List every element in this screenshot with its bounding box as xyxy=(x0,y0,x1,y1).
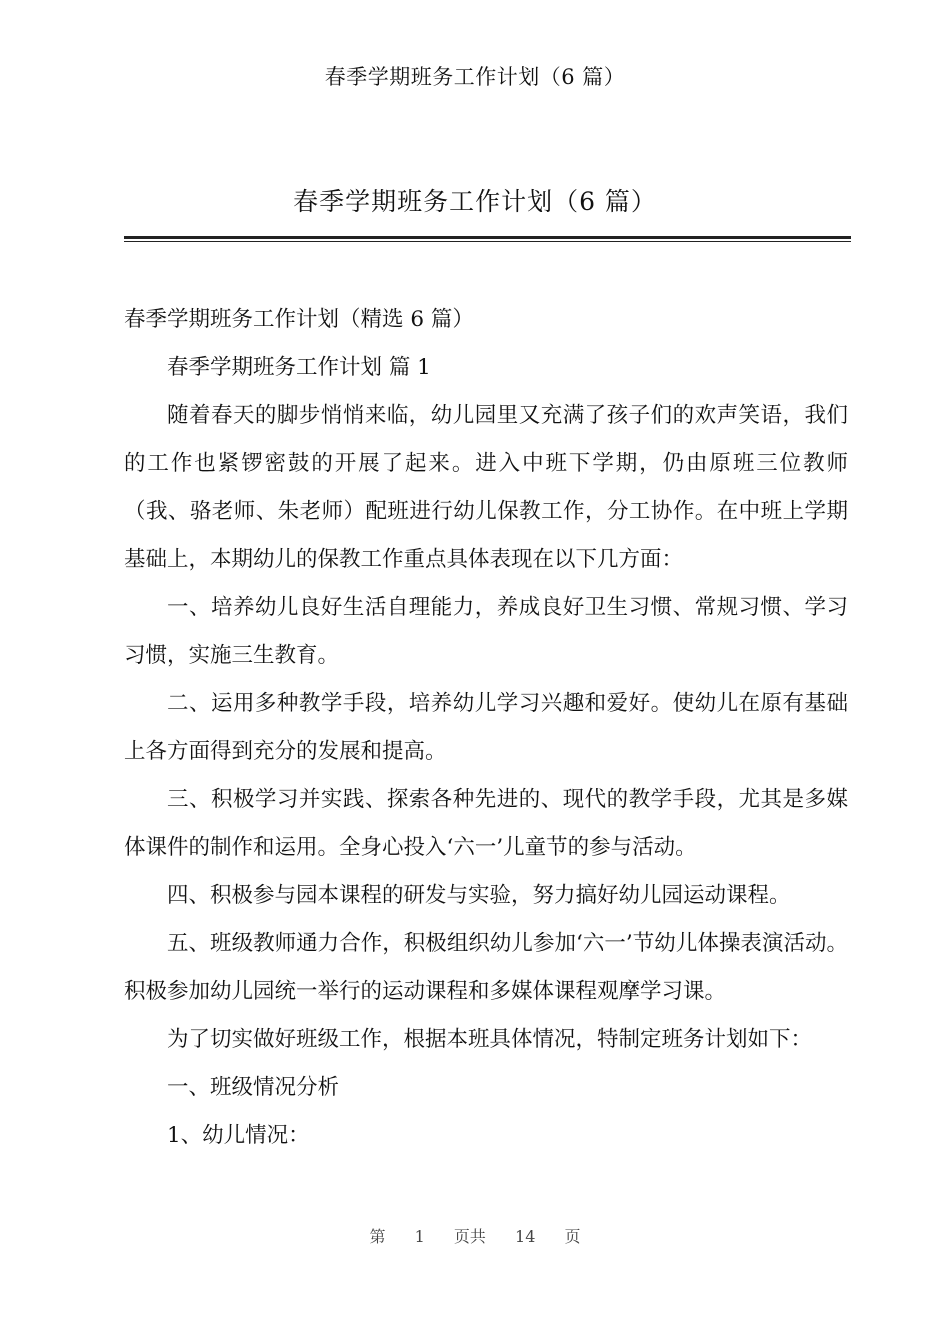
document-body xyxy=(124,296,848,1160)
paragraph: 随着春天的脚步悄悄来临，幼儿园里又充满了孩子们的欢声笑语，我们的工作也紧锣密鼓的开展了起来。进入中班下学期，仍由原班三位教师（我、骆老师、朱老师）配班进行幼儿保教工作，分工协作。在中班上学期基础上，本期幼儿的保教工作重点具体表现在以下几方面： xyxy=(124,403,848,572)
footer-page-number: 1 xyxy=(414,1227,425,1246)
paragraph-section-heading: 春季学期班务工作计划 篇 1 xyxy=(167,355,431,380)
footer-prefix: 第 xyxy=(369,1227,386,1246)
footer-suffix: 页 xyxy=(564,1227,581,1246)
footer-total-pages: 14 xyxy=(515,1227,536,1246)
running-header: 春季学期班务工作计划（6 篇） xyxy=(324,65,626,89)
page-footer xyxy=(0,1226,950,1248)
document-title: 春季学期班务工作计划（6 篇） xyxy=(293,187,657,216)
paragraph: 四、积极参与园本课程的研发与实验，努力搞好幼儿园运动课程。 xyxy=(167,883,791,908)
paragraph-heading: 一、班级情况分析 xyxy=(167,1075,340,1100)
paragraph-subtitle: 春季学期班务工作计划（精选 6 篇） xyxy=(124,307,474,332)
paragraph: 二、运用多种教学手段，培养幼儿学习兴趣和爱好。使幼儿在原有基础上各方面得到充分的发展和提高。 xyxy=(124,691,848,764)
title-double-rule xyxy=(124,236,851,242)
paragraph: 一、培养幼儿良好生活自理能力，养成良好卫生习惯、常规习惯、学习习惯，实施三生教育。 xyxy=(124,595,848,668)
paragraph: 为了切实做好班级工作，根据本班具体情况，特制定班务计划如下： xyxy=(167,1027,813,1052)
paragraph-subheading: 1、幼儿情况： xyxy=(167,1123,310,1148)
paragraph: 三、积极学习并实践、探索各种先进的、现代的教学手段，尤其是多媒体课件的制作和运用。全身心投入‘六一’儿童节的参与活动。 xyxy=(124,787,848,860)
footer-middle: 页共 xyxy=(453,1227,486,1246)
paragraph: 五、班级教师通力合作，积极组织幼儿参加‘六一’节幼儿体操表演活动。积极参加幼儿园统一举行的运动课程和多媒体课程观摩学习课。 xyxy=(124,931,848,1004)
